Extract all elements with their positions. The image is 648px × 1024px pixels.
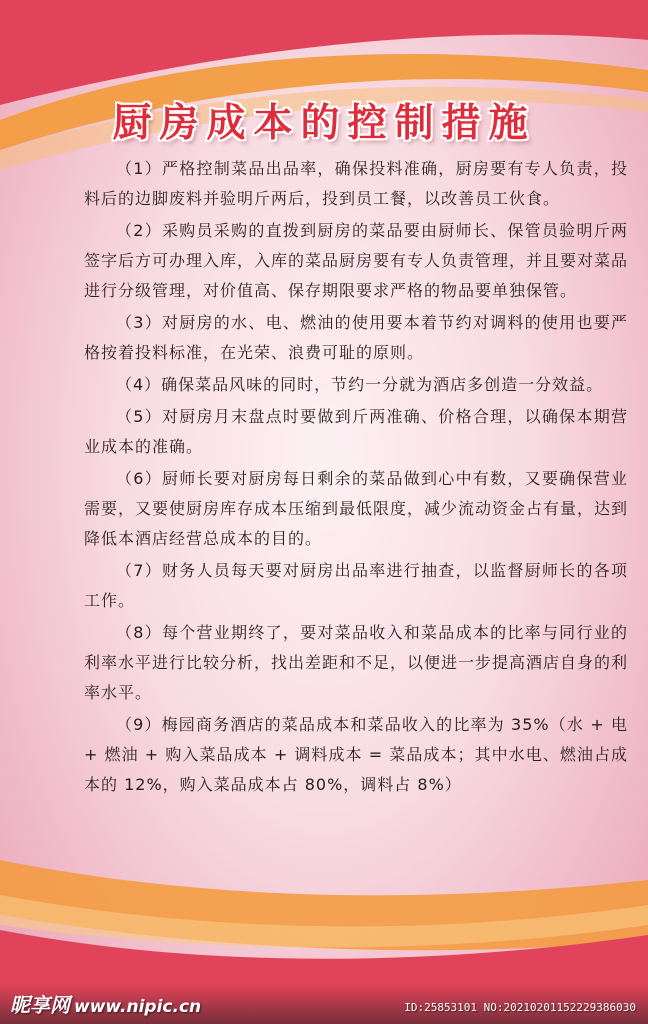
top-red-wave: [0, 0, 648, 105]
paragraph-5: （5）对厨房月末盘点时要做到斤两准确、价格合理，以确保本期营业成本的准确。: [84, 407, 628, 456]
watermark-logo: [10, 989, 201, 1018]
poster-title: 厨房成本的控制措施: [112, 101, 536, 146]
watermark-id: ID:25853101 NO:20210201152229386030: [404, 1001, 636, 1014]
watermark-bar: [0, 984, 648, 1024]
paragraph-4: （4）确保菜品风味的同时，节约一分就为酒店多创造一分效益。: [116, 375, 604, 394]
paragraph-9: （9）梅园商务酒店的菜品成本和菜品收入的比率为 35%（水 + 电 + 燃油 + 购入菜品成本 + 调料成本 = 菜品成本；其中水电、燃油占成本的 12%，购入菜品成本占 80%，调料占 8%）: [84, 715, 628, 794]
paragraph-1: （1）严格控制菜品出品率，确保投料准确，厨房要有专人负责，投料后的边脚废料并验明斤两后，投到员工餐，以改善员工伙食。: [84, 159, 628, 208]
paragraph-2: （2）采购员采购的直拨到厨房的菜品要由厨师长、保管员验明斤两签字后方可办理入库，入库的菜品厨房要有专人负责管理，并且要对菜品进行分级管理，对价值高、保存期限要求严格的物品要单独保管。: [84, 221, 629, 300]
watermark-logo-text: 昵享网: [10, 993, 70, 1017]
paragraph-3: （3）对厨房的水、电、燃油的使用要本着节约对调料的使用也要严格按着投料标准，在光荣、浪费可耻的原则。: [84, 313, 628, 362]
content: [84, 154, 628, 800]
paragraph-6: （6）厨师长要对厨房每日剩余的菜品做到心中有数，又要确保营业需要，又要使厨房库存成本压缩到最低限度，减少流动资金占有量，达到降低本酒店经营总成本的目的。: [84, 469, 629, 548]
paragraph-7: （7）财务人员每天要对厨房出品率进行抽查，以监督厨师长的各项工作。: [84, 561, 628, 610]
paragraph-8: （8）每个营业期终了，要对菜品收入和菜品成本的比率与同行业的利率水平进行比较分析，找出差距和不足，以便进一步提高酒店自身的利率水平。: [84, 623, 629, 702]
watermark-url: www.nipic.cn: [74, 997, 202, 1017]
